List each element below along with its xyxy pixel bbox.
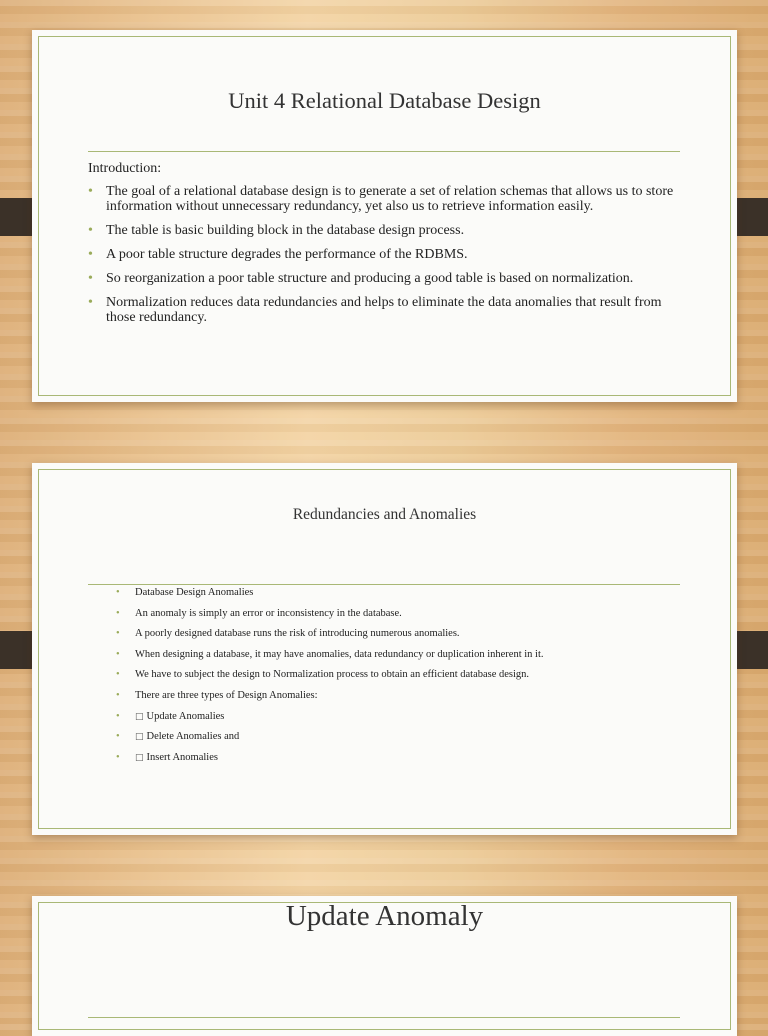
list-item: • A poor table structure degrades the performance of the RDBMS.: [88, 247, 683, 262]
slide-2: [32, 463, 737, 835]
list-item: • So reorganization a poor table structure and producing a good table is based on normalization.: [88, 271, 683, 286]
list-item-text: Update Anomalies: [146, 710, 225, 722]
bullet-list: [88, 184, 683, 334]
list-item: [116, 751, 676, 764]
list-item: • The table is basic building block in the database design process.: [88, 223, 683, 238]
list-item: • An anomaly is simply an error or inconsistency in the database.: [116, 607, 676, 620]
slide-title: Update Anomaly: [285, 900, 484, 932]
title-divider: [88, 1017, 680, 1018]
checkbox-glyph-icon: □: [135, 752, 144, 763]
slide-title: Unit 4 Relational Database Design: [228, 88, 541, 113]
list-item: • We have to subject the design to Normalization process to obtain an efficient database design.: [116, 668, 676, 681]
list-item: • A poorly designed database runs the risk of introducing numerous anomalies.: [116, 627, 676, 640]
checkbox-glyph-icon: □: [135, 732, 144, 743]
slide-title: Redundancies and Anomalies: [292, 506, 477, 523]
slide-1: [32, 30, 737, 402]
list-item-text: Insert Anomalies: [146, 751, 218, 763]
slide-3: [32, 896, 737, 1036]
list-item: • The goal of a relational database design is to generate a set of relation schemas that allows us to store information without unnecessary redundancy, yet also us to retrieve information easily.: [88, 184, 683, 214]
title-divider: [88, 151, 680, 152]
list-item: • When designing a database, it may have anomalies, data redundancy or duplication inherent in it.: [116, 648, 676, 661]
list-item-text: Delete Anomalies and: [146, 731, 240, 743]
list-item: • Database Design Anomalies: [116, 586, 676, 599]
title-divider: [88, 584, 680, 585]
list-item: • Normalization reduces data redundancies and helps to eliminate the data anomalies that result from those redundancy.: [88, 295, 683, 325]
list-item: • There are three types of Design Anomalies:: [116, 689, 676, 702]
list-item: [116, 730, 676, 743]
list-item: [116, 710, 676, 723]
checkbox-glyph-icon: □: [135, 711, 144, 722]
intro-heading: Introduction:: [88, 161, 162, 176]
bullet-list: [116, 586, 676, 771]
